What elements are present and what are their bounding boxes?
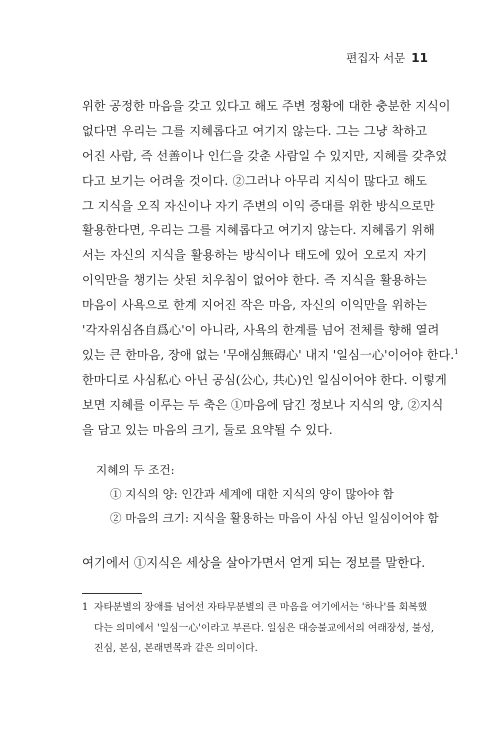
page-number: 11 xyxy=(411,51,428,65)
body-line-with-footnote xyxy=(82,343,459,368)
chapter-title: 편집자 서문 xyxy=(346,51,406,65)
body-line-text: 있는 큰 한마음, 장애 없는 '무애심無碍心' 내지 '일심一心'이어야 한다. xyxy=(82,347,455,362)
body-line: 서는 자신의 지식을 활용하는 방식이나 태도에 있어 오로지 자기 xyxy=(82,248,427,263)
running-header xyxy=(346,50,428,66)
body-line: 한마디로 사심私心 아닌 공심(公心, 共心)인 일심이어야 한다. 이렇게 xyxy=(82,372,447,387)
body-line: 이익만을 챙기는 삿된 치우침이 없어야 한다. 즉 지식을 활용하는 xyxy=(82,273,427,288)
conditions-title: 지혜의 두 조건: xyxy=(96,463,175,477)
footnote xyxy=(82,598,435,660)
footnote-line: 다는 의미에서 '일심一心'이라고 부른다. 일심은 대승불교에서의 여래장성, 불성, xyxy=(94,622,435,634)
footnote-line xyxy=(82,598,427,619)
footnote-reference: 1 xyxy=(454,347,459,356)
body-paragraph xyxy=(82,94,459,442)
body-line: 마음이 사욕으로 한계 지어진 작은 마음, 자신의 이익만을 위하는 xyxy=(82,298,427,313)
body-line: 그 지식을 오직 자신이나 자기 주변의 이익 증대를 위한 방식으로만 xyxy=(82,198,435,213)
condition-item: ① 지식의 양: 인간과 세계에 대한 지식의 양이 많아야 함 xyxy=(110,487,394,501)
condition-item: ② 마음의 크기: 지식을 활용하는 마음이 사심 아닌 일심이어야 함 xyxy=(110,511,439,525)
body-line: 보면 지혜를 이루는 두 축은 ①마음에 담긴 정보나 지식의 양, ②지식 xyxy=(82,397,444,412)
summary-sentence: 여기에서 ①지식은 세상을 살아가면서 얻게 되는 정보를 말한다. xyxy=(82,555,426,570)
conditions-list xyxy=(96,458,439,530)
footnote-text: 자타분별의 장애를 넘어선 자타무분별의 큰 마음을 여기에서는 '하나'를 회복했 xyxy=(94,602,428,613)
footnote-line: 진심, 본심, 본래면목과 같은 의미이다. xyxy=(94,643,258,654)
body-line: 어진 사람, 즉 선善이나 인仁을 갖춘 사람일 수 있지만, 지혜를 갖추었 xyxy=(82,148,448,163)
body-line: 없다면 우리는 그를 지혜롭다고 여기지 않는다. 그는 그냥 착하고 xyxy=(82,123,427,138)
footnote-divider xyxy=(82,593,142,594)
body-line: 을 담고 있는 마음의 크기, 둘로 요약될 수 있다. xyxy=(82,422,333,437)
body-line: 위한 공정한 마음을 갖고 있다고 해도 주변 정황에 대한 충분한 지식이 xyxy=(82,99,451,113)
body-line: 다고 보기는 어려울 것이다. ②그러나 아무리 지식이 많다고 해도 xyxy=(82,173,427,188)
body-line: 활용한다면, 우리는 그를 지혜롭다고 여기지 않는다. 지혜롭기 위해 xyxy=(82,223,435,238)
body-line: '각자위심各自爲心'이 아니라, 사욕의 한계를 넘어 전체를 향해 열려 xyxy=(82,323,440,338)
footnote-marker: 1 xyxy=(82,602,89,613)
